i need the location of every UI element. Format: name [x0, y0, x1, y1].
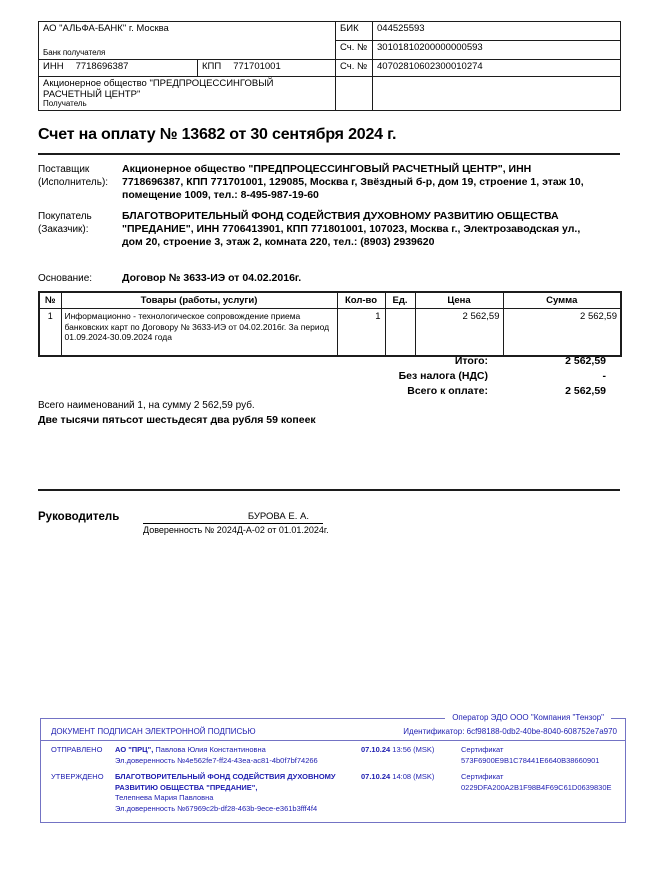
- stamp-sent-status: ОТПРАВЛЕНО: [51, 745, 103, 754]
- bik-value: 044525593: [373, 22, 621, 41]
- col-header-sum: Сумма: [503, 292, 621, 309]
- corr-account-value: 30101810200000000593: [373, 41, 621, 60]
- stamp-approved-time: 14:08 (MSK): [392, 772, 435, 781]
- buyer-row: [38, 210, 620, 249]
- invoice-title: Счет на оплату № 13682 от 30 сентября 2024 г.: [38, 126, 397, 143]
- kpp-value: 771701001: [233, 61, 281, 72]
- items-table: [38, 291, 622, 357]
- total-label: Без налога (НДС): [398, 370, 488, 382]
- items-header-row: [39, 292, 621, 309]
- supplier-label: Поставщик (Исполнитель):: [38, 164, 109, 188]
- signature-area: [143, 511, 329, 535]
- bank-name-cell: [39, 22, 336, 60]
- inn-cell: [39, 60, 198, 77]
- item-row: [39, 309, 621, 357]
- item-sum: 2 562,59: [503, 309, 621, 357]
- stamp-sent-date: 07.10.24: [361, 745, 391, 754]
- stamp-sent-time: 13:56 (MSK): [392, 745, 435, 754]
- stamp-approved-date: 07.10.24: [361, 772, 391, 781]
- settlement-account-value: 40702810602300010274: [373, 60, 621, 77]
- item-price: 2 562,59: [415, 309, 503, 357]
- empty-label-cell: [336, 77, 373, 111]
- title-rule: [38, 153, 620, 155]
- bank-requisites-table: [38, 21, 621, 111]
- total-row-nds: [38, 369, 620, 384]
- summary-line: Всего наименований 1, на сумму 2 562,59 руб.: [38, 400, 255, 411]
- basis-label: Основание:: [38, 273, 93, 284]
- stamp-sent-certificate: Сертификат 573F6900E9B1C78441E6640B38660901: [461, 745, 600, 765]
- stamp-sent-person: Павлова Юлия Константиновна: [155, 745, 266, 754]
- stamp-row-approved: [41, 768, 625, 822]
- basis-value: Договор № 3633-ИЭ от 04.02.2016г.: [122, 272, 302, 284]
- totals-block: [38, 354, 620, 399]
- stamp-approved-datetime: [361, 772, 461, 814]
- total-value: -: [602, 370, 606, 382]
- stamp-sent-main: [115, 745, 361, 766]
- stamp-approved-attorney: Эл.доверенность №67969c2b-df28-463b-9ece-e361b3fff4f4: [115, 803, 318, 813]
- settlement-account-label: Сч. №: [336, 60, 373, 77]
- stamp-sent-org: АО "ПРЦ",: [115, 745, 154, 754]
- corr-account-label: Сч. №: [336, 41, 373, 60]
- buyer-value: БЛАГОТВОРИТЕЛЬНЫЙ ФОНД СОДЕЙСТВИЯ ДУХОВНОМУ РАЗВИТИЮ ОБЩЕСТВА "ПРЕДАНИЕ", ИНН 7706413901, КПП 771801001, 107023, Москва г., Электрозаводская ул., дом 20, строение 3, этаж 2, комната 220, тел.: (8903) 2939620: [122, 210, 581, 248]
- stamp-approved-status: УТВЕРЖДЕНО: [51, 772, 104, 781]
- signature-name: БУРОВА Е. А.: [143, 511, 323, 524]
- col-header-qty: Кол-во: [337, 292, 385, 309]
- stamp-identifier: Идентификатор: 6cf98188-0db2-40be-8040-608752e7a970: [403, 727, 617, 736]
- total-label: Итого:: [454, 355, 488, 367]
- item-unit: [385, 309, 415, 357]
- stamp-approved-person: Телепнева Мария Павловна: [115, 793, 214, 802]
- col-header-unit: Ед.: [385, 292, 415, 309]
- bank-name-label: Банк получателя: [43, 48, 106, 57]
- total-value: 2 562,59: [565, 355, 606, 367]
- total-row-payable: [38, 384, 620, 399]
- signature-rule: [38, 489, 620, 491]
- kpp-cell: [198, 60, 336, 77]
- item-num: 1: [39, 309, 61, 357]
- supplier-value: Акционерное общество "ПРЕДПРОЦЕССИНГОВЫЙ РАСЧЕТНЫЙ ЦЕНТР", ИНН 7718696387, КПП 771701001, 129085, Москва г, Звёздный б-р, дом 19, строение 1, этаж 10, помещение 1009, тел.: 8-495-987-19-60: [122, 163, 584, 201]
- supplier-row: [38, 163, 620, 202]
- col-header-name: Товары (работы, услуги): [61, 292, 337, 309]
- col-header-price: Цена: [415, 292, 503, 309]
- recipient-label: Получатель: [43, 99, 87, 108]
- kpp-label: КПП: [202, 61, 222, 72]
- stamp-approved-certificate: Сертификат 0229DFA200A2B1F98B4F69C61D0639830E: [461, 772, 612, 792]
- stamp-row-sent: [41, 741, 625, 768]
- stamp-sent-org-person: [115, 745, 353, 756]
- total-label: Всего к оплате:: [407, 385, 488, 397]
- recipient-cell: [39, 77, 336, 111]
- stamp-sent-datetime: [361, 745, 461, 766]
- stamp-sent-attorney: Эл.доверенность №4e562fe7-ff24-43ea-ac81-4b0f7bf74266: [115, 755, 318, 765]
- amount-in-words: Две тысячи пятьсот шестьдесят два рубля 59 копеек: [38, 414, 316, 426]
- es-stamp: [40, 713, 626, 823]
- stamp-header: [41, 719, 625, 741]
- bank-name: АО "АЛЬФА-БАНК" г. Москва: [43, 23, 169, 34]
- total-value: 2 562,59: [565, 385, 606, 397]
- inn-label: ИНН: [43, 61, 64, 72]
- recipient-name: Акционерное общество "ПРЕДПРОЦЕССИНГОВЫЙ РАСЧЕТНЫЙ ЦЕНТР": [43, 78, 274, 100]
- buyer-label: Покупатель (Заказчик):: [38, 211, 92, 235]
- col-header-num: №: [39, 292, 61, 309]
- empty-value-cell: [373, 77, 621, 111]
- item-name: Информационно - технологическое сопровождение приема банковских карт по Договору № 3633-ИЭ от 04.02.2016г. За период 01.09.2024-30.09.2024 года: [61, 309, 337, 357]
- stamp-operator: Оператор ЭДО ООО "Компания "Тензор": [445, 713, 611, 722]
- signature-block: [38, 511, 329, 535]
- signature-role: Руководитель: [38, 511, 120, 523]
- bik-label: БИК: [336, 22, 373, 41]
- stamp-signed-title: ДОКУМЕНТ ПОДПИСАН ЭЛЕКТРОННОЙ ПОДПИСЬЮ: [51, 727, 256, 736]
- item-qty: 1: [337, 309, 385, 357]
- stamp-approved-org: БЛАГОТВОРИТЕЛЬНЫЙ ФОНД СОДЕЙСТВИЯ ДУХОВНОМУ РАЗВИТИЮ ОБЩЕСТВА "ПРЕДАНИЕ",: [115, 772, 336, 792]
- inn-value: 7718696387: [75, 61, 129, 72]
- basis-row: [38, 272, 620, 285]
- total-row-itogo: [38, 354, 620, 369]
- attorney-note: Доверенность № 2024Д-А-02 от 01.01.2024г.: [143, 525, 329, 535]
- stamp-approved-main: [115, 772, 361, 814]
